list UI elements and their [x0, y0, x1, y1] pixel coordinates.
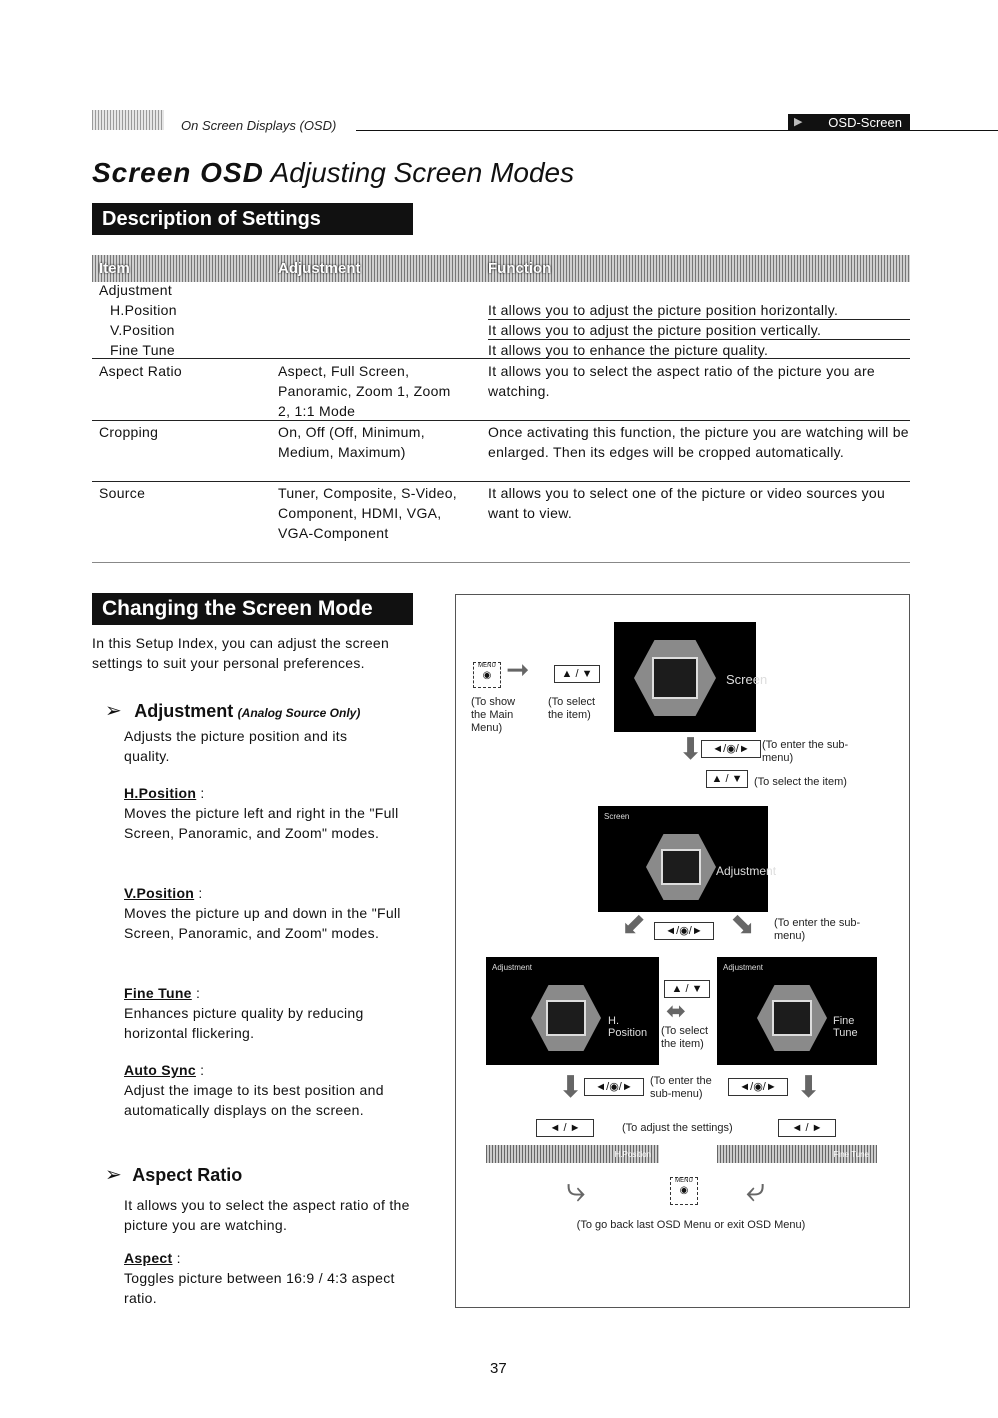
- row-function: It allows you to adjust the picture position horizontally.: [488, 302, 839, 318]
- adjustment-label: Adjustment: [716, 864, 777, 878]
- v-position-label: V.Position: [124, 885, 195, 901]
- enter-key-icon: ◄/◉/►: [728, 1078, 788, 1096]
- bar-label: H.Position: [614, 1150, 651, 1159]
- enter-key-icon: ◄/◉/►: [701, 740, 761, 758]
- divider: [92, 358, 910, 359]
- row-function: It allows you to select the aspect ratio of the picture you are watching.: [488, 363, 875, 399]
- row-item: Source: [99, 485, 146, 501]
- h-position-label: H.Position: [124, 785, 197, 801]
- bar-label: Fine Tune: [833, 1150, 869, 1159]
- header-tab: [788, 114, 910, 131]
- small-adjustment-label: Adjustment: [723, 963, 764, 972]
- aspect-item-block: Aspect : Toggles picture between 16:9 / 4:3 aspect ratio.: [124, 1250, 395, 1306]
- curved-arrow-left-icon: ⤶: [746, 1171, 766, 1209]
- leftright-key-icon: ◄ / ►: [536, 1119, 594, 1137]
- row-function: It allows you to select one of the picture or video sources you want to view.: [488, 485, 886, 521]
- updown-key-icon: ▲ / ▼: [706, 770, 748, 788]
- h-position-text: Moves the picture left and right in the "Full Screen, Panoramic, and Zoom" modes.: [124, 805, 399, 841]
- row-function: It allows you to adjust the picture position vertically.: [488, 322, 822, 338]
- row-item: H.Position: [110, 302, 177, 318]
- adjustment-title: Adjustment: [134, 701, 234, 721]
- main-menu-screen: [614, 622, 768, 732]
- row-item: V.Position: [110, 322, 175, 338]
- h-position-menu-icon: [531, 985, 601, 1051]
- arrow-down-icon: ⬇: [678, 733, 704, 766]
- fine-tune-screen: [717, 957, 877, 1065]
- screen-menu-icon: [634, 640, 716, 716]
- row-item: Aspect Ratio: [99, 363, 182, 379]
- note-adjust-settings: (To adjust the settings): [622, 1122, 733, 1134]
- h-position-screen: [486, 957, 659, 1065]
- fine-tune-block: Fine Tune : Enhances picture quality by reducing horizontal flickering.: [124, 985, 364, 1041]
- enter-key-icon: ◄/◉/►: [654, 922, 714, 940]
- col-adjustment: Adjustment: [278, 260, 361, 277]
- row-adjustment: Aspect, Full Screen, Panoramic, Zoom 1, Zoom 2, 1:1 Mode: [278, 363, 451, 419]
- menu-key-icon: MENU ◉: [473, 662, 501, 688]
- v-position-text: Moves the picture up and down in the "Full Screen, Panoramic, and Zoom" modes.: [124, 905, 401, 941]
- menu-key-icon: MENU ◉: [670, 1177, 698, 1205]
- note-enter-submenu: (To enter the sub-menu): [762, 739, 849, 764]
- row-item: Adjustment: [99, 282, 173, 298]
- page-number: 37: [490, 1360, 507, 1377]
- pointer-arrow-icon: ➢: [105, 700, 122, 722]
- updown-key-icon: ▲ / ▼: [554, 665, 600, 683]
- intro-text: In this Setup Index, you can adjust the screen settings to suit your personal preferences.: [92, 635, 390, 671]
- header-section-title: On Screen Displays (OSD): [181, 118, 337, 133]
- osd-navigation-diagram: [455, 594, 910, 1308]
- row-item: Fine Tune: [110, 342, 175, 358]
- adjustment-desc: Adjusts the picture position and its quality.: [124, 728, 348, 764]
- h-position-block: H.Position : Moves the picture left and right in the "Full Screen, Panoramic, and Zoom" modes.: [124, 785, 399, 841]
- aspect-item-text: Toggles picture between 16:9 / 4:3 aspect ratio.: [124, 1270, 395, 1306]
- v-position-block: V.Position : Moves the picture up and down in the "Full Screen, Panoramic, and Zoom" modes.: [124, 885, 401, 941]
- header-decoration: [92, 110, 164, 130]
- small-screen-label: Screen: [604, 812, 630, 821]
- updown-key-icon: ▲ / ▼: [664, 980, 710, 998]
- changing-heading: Changing the Screen Mode: [92, 593, 413, 625]
- row-adjustment: Tuner, Composite, S-Video, Component, HDMI, VGA, VGA-Component: [278, 485, 457, 541]
- adjustment-qualifier: (Analog Source Only): [237, 706, 361, 720]
- col-item: Item: [99, 260, 130, 277]
- page-title: [92, 157, 574, 189]
- col-function: Function: [488, 260, 552, 277]
- auto-sync-label: Auto Sync: [124, 1062, 196, 1078]
- row-adjustment: On, Off (Off, Minimum, Medium, Maximum): [278, 424, 425, 460]
- fine-tune-menu-icon: [757, 985, 827, 1051]
- leftright-key-icon: ◄ / ►: [778, 1119, 836, 1137]
- settings-heading: Description of Settings: [92, 203, 413, 235]
- adjustment-screen: [598, 806, 777, 912]
- screen-label: Screen: [726, 672, 768, 687]
- arrow-down-icon: ⬇: [558, 1071, 584, 1104]
- row-function: Once activating this function, the picture you are watching will be enlarged. Then its edges will be cropped automatically.: [488, 424, 909, 460]
- row-item: Cropping: [99, 424, 159, 440]
- page-title-rest: Adjusting Screen Modes: [270, 157, 575, 188]
- enter-key-icon: ◄/◉/►: [584, 1078, 644, 1096]
- arrow-down-left-icon: ⬋: [621, 908, 647, 941]
- small-adjustment-label: Adjustment: [492, 963, 533, 972]
- h-position-label: H. Position: [608, 1015, 648, 1039]
- page-title-bold: Screen OSD: [92, 157, 264, 188]
- divider: [92, 420, 910, 421]
- aspect-item-label: Aspect: [124, 1250, 173, 1266]
- fine-tune-text: Enhances picture quality by reducing horizontal flickering.: [124, 1005, 364, 1041]
- adjustment-heading: [105, 698, 360, 723]
- header-tab-label: OSD-Screen: [828, 115, 902, 130]
- aspect-heading: [105, 1162, 242, 1187]
- play-arrow-icon: ▶: [794, 116, 803, 128]
- note-enter-submenu-3: (To enter the sub-menu): [650, 1075, 712, 1100]
- h-position-setting-bar: [486, 1145, 659, 1163]
- note-select-item: (To select the item): [548, 696, 596, 721]
- table-header: [92, 255, 910, 282]
- auto-sync-block: Auto Sync : Adjust the image to its best position and automatically displays on the screen.: [124, 1062, 384, 1118]
- fine-tune-label: Fine Tune: [124, 985, 192, 1001]
- adjustment-menu-icon: [646, 834, 716, 900]
- auto-sync-text: Adjust the image to its best position and automatically displays on the screen.: [124, 1082, 384, 1118]
- note-select-item-2: (To select the item): [754, 776, 847, 788]
- curved-arrow-right-icon: ⤷: [566, 1171, 586, 1209]
- aspect-desc: It allows you to select the aspect ratio of the picture you are watching.: [124, 1197, 410, 1233]
- menu-key-label: MENU: [478, 663, 496, 669]
- note-go-back: (To go back last OSD Menu or exit OSD Menu): [576, 1219, 806, 1231]
- pointer-arrow-icon: ➢: [105, 1164, 122, 1186]
- arrow-down-right-icon: ⬊: [730, 908, 756, 941]
- arrow-right-icon: ➞: [506, 654, 530, 685]
- arrow-down-icon: ⬇: [796, 1071, 822, 1104]
- arrow-left-right-icon: ⬌: [666, 998, 687, 1025]
- divider: [92, 562, 910, 563]
- aspect-title: Aspect Ratio: [132, 1165, 243, 1185]
- fine-tune-label: Fine Tune: [833, 1015, 858, 1039]
- note-enter-submenu-2: (To enter the sub-menu): [774, 917, 861, 942]
- fine-tune-setting-bar: [717, 1145, 877, 1163]
- divider: [92, 481, 910, 482]
- row-function: It allows you to enhance the picture quality.: [488, 342, 769, 358]
- note-show-menu: (To show the Main Menu): [471, 696, 516, 734]
- note-select-item-3: (To select the item): [661, 1025, 709, 1050]
- menu-key-label: MENU: [675, 1178, 693, 1184]
